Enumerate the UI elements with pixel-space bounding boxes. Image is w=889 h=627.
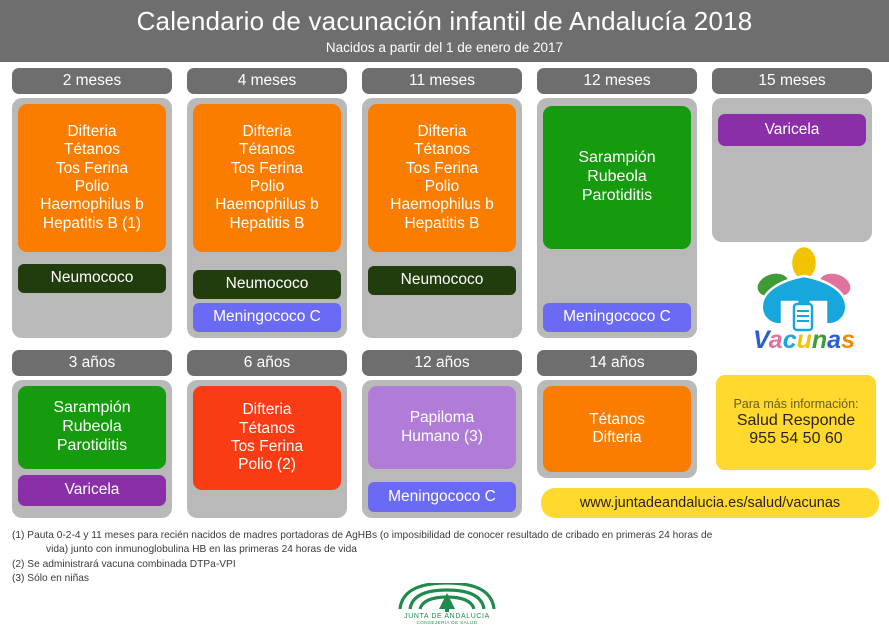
vaccine-line: Polio xyxy=(74,178,110,195)
vaccine-line: Tétanos xyxy=(238,419,295,437)
age-pill-6-anos: 6 años xyxy=(187,350,347,376)
vaccine-line: Hepatitis B (1) xyxy=(42,214,142,232)
vaccine-box-hexavalente-4m xyxy=(193,104,341,252)
vaccine-box-hexavalente-2m xyxy=(18,104,166,252)
footnote-3: (3) Sólo en niñas xyxy=(12,573,90,585)
vaccine-line: Neumococo xyxy=(400,271,484,289)
age-pill-14-anos: 14 años xyxy=(537,350,697,376)
vaccine-line: Sarampión xyxy=(578,149,656,167)
age-pill-12-meses: 12 meses xyxy=(537,68,697,94)
page-title: Calendario de vacunación infantil de Andalucía 2018 xyxy=(136,6,753,37)
salud-responde-info-box xyxy=(716,375,876,470)
vaccine-line: Rubeola xyxy=(587,168,647,186)
vaccine-line: Tos Ferina xyxy=(405,159,479,177)
info-phone-number: 955 54 50 60 xyxy=(749,430,843,447)
vaccine-box-dtpa-vpi-6a xyxy=(193,386,341,490)
vaccine-line: Difteria xyxy=(242,401,292,419)
vaccine-line: Humano (3) xyxy=(401,427,483,445)
vaccine-line: Parotiditis xyxy=(56,436,128,454)
vacunas-logo xyxy=(742,246,866,352)
vaccine-box-meningococo-4m xyxy=(193,303,341,332)
svg-text:Vacunas: Vacunas xyxy=(753,326,855,352)
vaccine-line: Sarampión xyxy=(53,399,131,417)
vaccine-line: Haemophilus b xyxy=(215,196,319,214)
vaccine-line: Varicela xyxy=(64,481,120,499)
age-pill-11-meses: 11 meses xyxy=(362,68,522,94)
vaccine-line: Rubeola xyxy=(62,418,122,436)
vaccine-line: Parotiditis xyxy=(581,186,653,204)
footnote-2: (2) Se administrará vacuna combinada DTPa-VPI xyxy=(12,558,236,570)
vaccine-line: Tétanos xyxy=(413,141,470,159)
vaccine-line: Hepatitis B xyxy=(404,214,480,232)
vaccine-line: Polio (2) xyxy=(238,456,296,474)
vaccine-line: Hepatitis B xyxy=(229,214,305,232)
vaccine-line: Tos Ferina xyxy=(230,159,304,177)
age-pill-4-meses: 4 meses xyxy=(187,68,347,94)
vaccine-box-triple-virica-3a xyxy=(18,386,166,469)
poster-header xyxy=(0,0,889,62)
vaccine-line: Difteria xyxy=(67,123,117,141)
vaccine-line: Meningococo C xyxy=(563,308,671,326)
info-service-name: Salud Responde xyxy=(736,412,856,429)
vaccine-box-neumococo-11m xyxy=(368,266,516,295)
age-pill-12-anos: 12 años xyxy=(362,350,522,376)
footnote-1-line-2: vida) junto con inmunoglobulina HB en las primeras 24 horas de vida xyxy=(46,544,357,556)
age-pill-3-anos: 3 años xyxy=(12,350,172,376)
page-subtitle: Nacidos a partir del 1 de enero de 2017 xyxy=(325,39,564,55)
vaccine-line: Difteria xyxy=(592,429,642,446)
age-pill-2-meses: 2 meses xyxy=(12,68,172,94)
info-label: Para más información: xyxy=(733,397,859,411)
vaccine-box-neumococo-2m xyxy=(18,264,166,293)
footnotes xyxy=(12,529,882,587)
vaccine-box-meningococo-12m xyxy=(543,303,691,332)
vacunas-logo-icon xyxy=(742,246,866,352)
junta-logo-line-1: JUNTA DE ANDALUCIA xyxy=(404,613,490,620)
age-pill-15-meses: 15 meses xyxy=(712,68,872,94)
junta-de-andalucia-logo xyxy=(392,583,502,625)
vaccine-line: Neumococo xyxy=(50,269,134,287)
vaccine-line: Tos Ferina xyxy=(55,159,129,177)
vaccine-line: Meningococo C xyxy=(213,308,321,326)
footnote-1-line-1: (1) Pauta 0-2-4 y 11 meses para recién nacidos de madres portadoras de AgHBs (o imposibilidad de conocer resultado de cribado en primeras 24 horas de xyxy=(12,530,713,541)
vaccine-box-td-14a xyxy=(543,386,691,472)
junta-de-andalucia-logo-icon xyxy=(392,583,502,625)
vaccine-line: Polio xyxy=(249,178,285,195)
vaccine-line: Neumococo xyxy=(225,275,309,293)
vaccine-line: Difteria xyxy=(242,123,292,141)
vaccine-line: Tétanos xyxy=(238,141,295,159)
vaccine-line: Varicela xyxy=(764,120,820,138)
vaccine-box-triple-virica-12m xyxy=(543,106,691,249)
vaccine-line: Tétanos xyxy=(63,141,120,159)
vaccine-line: Haemophilus b xyxy=(390,196,494,214)
vaccine-box-papiloma-12a xyxy=(368,386,516,469)
vaccine-box-hexavalente-11m xyxy=(368,104,516,252)
vaccine-line: Tétanos xyxy=(588,410,645,428)
vaccine-line: Polio xyxy=(424,178,460,195)
vaccine-line: Meningococo C xyxy=(388,487,496,505)
vaccine-line: Tos Ferina xyxy=(230,438,304,455)
vaccine-box-neumococo-4m xyxy=(193,270,341,299)
vaccine-box-varicela-3a xyxy=(18,475,166,506)
vaccine-line: Difteria xyxy=(417,123,467,141)
website-url-banner[interactable]: www.juntadeandalucia.es/salud/vacunas xyxy=(541,488,879,518)
vaccine-line: Haemophilus b xyxy=(40,196,144,214)
junta-logo-line-2: CONSEJERÍA DE SALUD xyxy=(416,620,478,625)
vaccine-box-varicela-15m xyxy=(718,114,866,146)
vaccine-box-meningococo-12a xyxy=(368,482,516,512)
vaccine-line: Papiloma xyxy=(409,409,475,427)
